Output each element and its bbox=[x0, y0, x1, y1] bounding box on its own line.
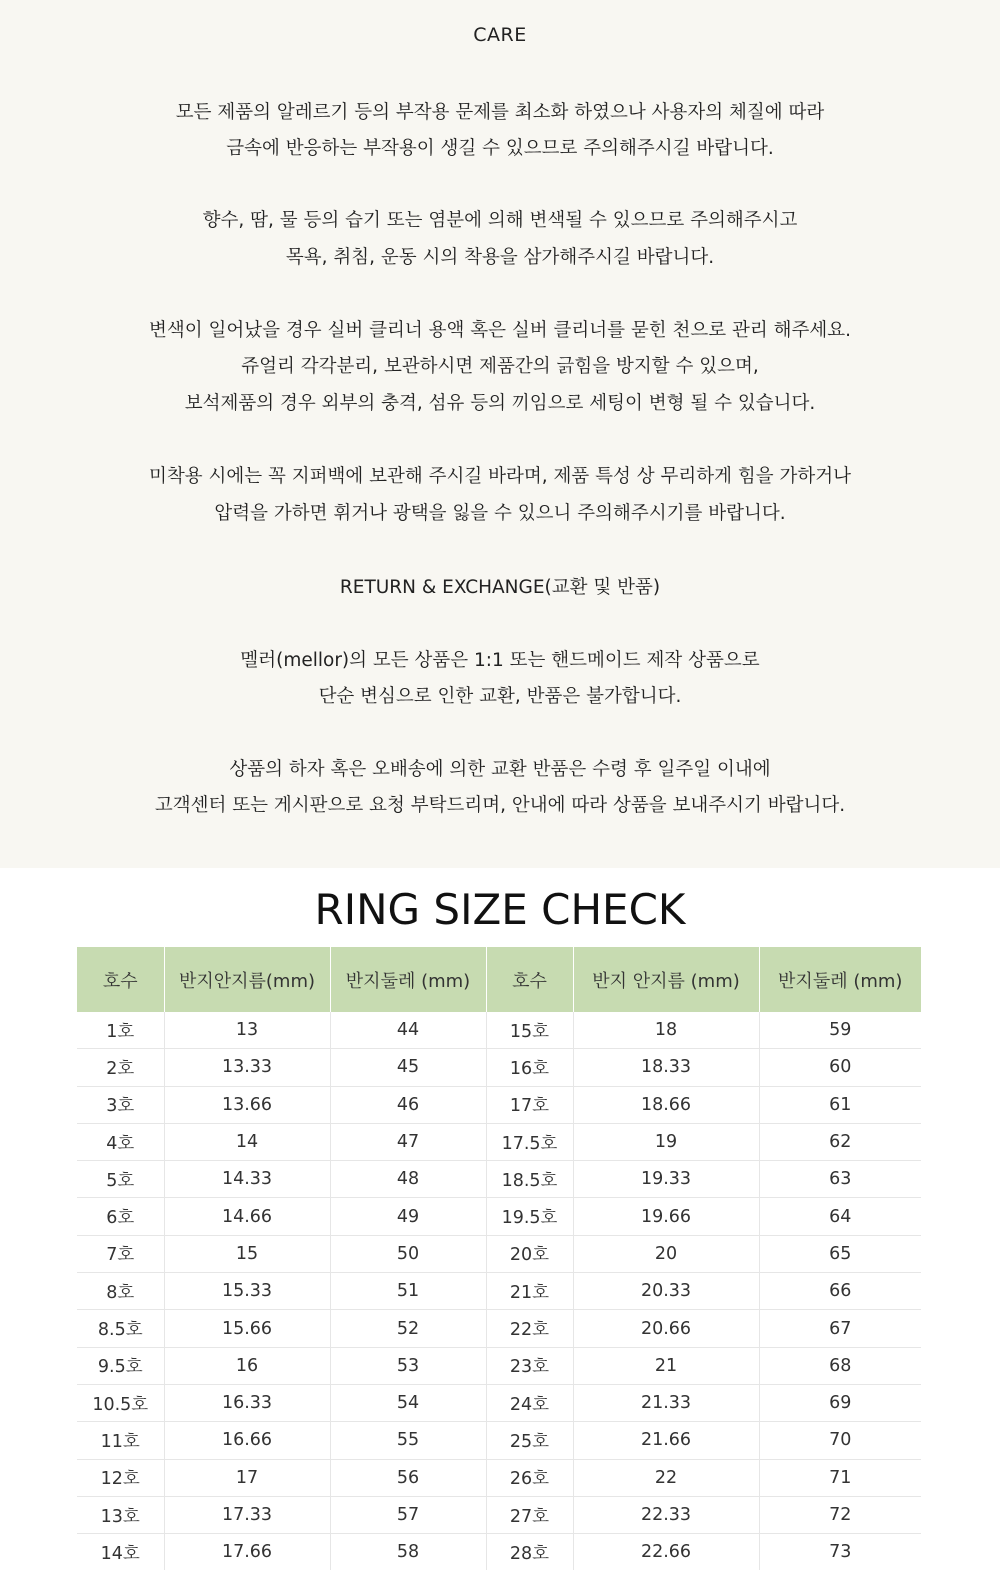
table-cell: 25호 bbox=[486, 1422, 573, 1459]
table-cell: 19.33 bbox=[573, 1161, 759, 1198]
care-text-line: 미착용 시에는 꼭 지퍼백에 보관해 주시길 바라며, 제품 특성 상 무리하게 힘을 가하거나 bbox=[149, 466, 851, 487]
table-row bbox=[77, 1123, 921, 1160]
table-cell: 12호 bbox=[77, 1459, 164, 1496]
table-row bbox=[77, 1012, 921, 1049]
table-cell: 44 bbox=[330, 1012, 486, 1049]
table-cell: 21.33 bbox=[573, 1384, 759, 1421]
table-cell: 45 bbox=[330, 1049, 486, 1086]
table-cell: 15호 bbox=[486, 1012, 573, 1049]
return-text-line: 상품의 하자 혹은 오배송에 의한 교환 반품은 수령 후 일주일 이내에 bbox=[229, 759, 771, 780]
table-cell: 63 bbox=[759, 1161, 921, 1198]
table-cell: 20 bbox=[573, 1235, 759, 1272]
table-cell: 19.5호 bbox=[486, 1198, 573, 1235]
table-cell: 18.33 bbox=[573, 1049, 759, 1086]
table-cell: 5호 bbox=[77, 1161, 164, 1198]
care-text-line: 금속에 반응하는 부작용이 생길 수 있으므로 주의해주시길 바랍니다. bbox=[226, 138, 774, 159]
table-cell: 13.33 bbox=[164, 1049, 330, 1086]
table-cell: 21.66 bbox=[573, 1422, 759, 1459]
table-cell: 56 bbox=[330, 1459, 486, 1496]
table-cell: 22 bbox=[573, 1459, 759, 1496]
table-cell: 6호 bbox=[77, 1198, 164, 1235]
header-circumference: 반지둘레 (mm) bbox=[330, 947, 486, 1012]
header-inner-diameter: 반지안지름(mm) bbox=[164, 947, 330, 1012]
table-row bbox=[77, 1422, 921, 1459]
table-cell: 18 bbox=[573, 1012, 759, 1049]
care-text-line: 모든 제품의 알레르기 등의 부작용 문제를 최소화 하였으나 사용자의 체질에 따라 bbox=[175, 102, 825, 123]
table-cell: 14.66 bbox=[164, 1198, 330, 1235]
table-row bbox=[77, 1086, 921, 1123]
table-cell: 21호 bbox=[486, 1273, 573, 1310]
table-cell: 14 bbox=[164, 1123, 330, 1160]
table-cell: 23호 bbox=[486, 1347, 573, 1384]
table-body bbox=[77, 1012, 921, 1570]
table-cell: 10.5호 bbox=[77, 1384, 164, 1421]
table-cell: 22.33 bbox=[573, 1496, 759, 1533]
table-cell: 53 bbox=[330, 1347, 486, 1384]
table-cell: 16.33 bbox=[164, 1384, 330, 1421]
table-row bbox=[77, 1235, 921, 1272]
return-title: RETURN & EXCHANGE(교환 및 반품) bbox=[339, 577, 661, 598]
table-cell: 68 bbox=[759, 1347, 921, 1384]
table-row bbox=[77, 1496, 921, 1533]
table-cell: 28호 bbox=[486, 1534, 573, 1571]
table-cell: 58 bbox=[330, 1534, 486, 1571]
care-title: CARE bbox=[473, 24, 527, 46]
table-cell: 64 bbox=[759, 1198, 921, 1235]
table-cell: 57 bbox=[330, 1496, 486, 1533]
table-cell: 71 bbox=[759, 1459, 921, 1496]
table-cell: 14호 bbox=[77, 1534, 164, 1571]
table-cell: 22.66 bbox=[573, 1534, 759, 1571]
care-text-line: 보석제품의 경우 외부의 충격, 섬유 등의 끼임으로 세팅이 변형 될 수 있습니다. bbox=[184, 393, 816, 414]
table-cell: 24호 bbox=[486, 1384, 573, 1421]
table-cell: 1호 bbox=[77, 1012, 164, 1049]
care-text-line: 목욕, 취침, 운동 시의 착용을 삼가해주시길 바랍니다. bbox=[285, 247, 715, 268]
table-cell: 72 bbox=[759, 1496, 921, 1533]
table-cell: 17 bbox=[164, 1459, 330, 1496]
table-cell: 60 bbox=[759, 1049, 921, 1086]
table-cell: 19.66 bbox=[573, 1198, 759, 1235]
return-text-line: 단순 변심으로 인한 교환, 반품은 불가합니다. bbox=[318, 686, 682, 707]
care-text-line: 쥬얼리 각각분리, 보관하시면 제품간의 긁힘을 방지할 수 있으며, bbox=[241, 356, 759, 377]
header-size: 호수 bbox=[77, 947, 164, 1012]
table-cell: 17.5호 bbox=[486, 1123, 573, 1160]
table-cell: 15.33 bbox=[164, 1273, 330, 1310]
table-cell: 15.66 bbox=[164, 1310, 330, 1347]
care-text-line: 압력을 가하면 휘거나 광택을 잃을 수 있으니 주의해주시기를 바랍니다. bbox=[214, 503, 786, 524]
table-cell: 15 bbox=[164, 1235, 330, 1272]
table-cell: 65 bbox=[759, 1235, 921, 1272]
table-cell: 4호 bbox=[77, 1123, 164, 1160]
header-inner-diameter: 반지 안지름 (mm) bbox=[573, 947, 759, 1012]
table-row bbox=[77, 1384, 921, 1421]
table-row bbox=[77, 1273, 921, 1310]
header-circumference: 반지둘레 (mm) bbox=[759, 947, 921, 1012]
table-row bbox=[77, 1198, 921, 1235]
table-cell: 69 bbox=[759, 1384, 921, 1421]
table-cell: 20호 bbox=[486, 1235, 573, 1272]
table-cell: 3호 bbox=[77, 1086, 164, 1123]
table-header-row bbox=[77, 947, 921, 1012]
ring-size-table bbox=[77, 947, 921, 1570]
header-size: 호수 bbox=[486, 947, 573, 1012]
table-cell: 20.33 bbox=[573, 1273, 759, 1310]
return-text-line: 멜러(mellor)의 모든 상품은 1:1 또는 핸드메이드 제작 상품으로 bbox=[240, 650, 760, 671]
table-cell: 19 bbox=[573, 1123, 759, 1160]
table-cell: 18.5호 bbox=[486, 1161, 573, 1198]
table-cell: 17.33 bbox=[164, 1496, 330, 1533]
table-row bbox=[77, 1534, 921, 1571]
table-cell: 9.5호 bbox=[77, 1347, 164, 1384]
table-cell: 8호 bbox=[77, 1273, 164, 1310]
table-cell: 13호 bbox=[77, 1496, 164, 1533]
table-cell: 20.66 bbox=[573, 1310, 759, 1347]
table-cell: 17호 bbox=[486, 1086, 573, 1123]
table-row bbox=[77, 1161, 921, 1198]
table-cell: 14.33 bbox=[164, 1161, 330, 1198]
care-text-line: 변색이 일어났을 경우 실버 클리너 용액 혹은 실버 클리너를 묻힌 천으로 관리 해주세요. bbox=[149, 320, 851, 341]
table-cell: 18.66 bbox=[573, 1086, 759, 1123]
table-cell: 16.66 bbox=[164, 1422, 330, 1459]
table-cell: 13 bbox=[164, 1012, 330, 1049]
table-cell: 48 bbox=[330, 1161, 486, 1198]
table-cell: 13.66 bbox=[164, 1086, 330, 1123]
table-cell: 59 bbox=[759, 1012, 921, 1049]
table-row bbox=[77, 1459, 921, 1496]
table-cell: 62 bbox=[759, 1123, 921, 1160]
return-text-line: 고객센터 또는 게시판으로 요청 부탁드리며, 안내에 따라 상품을 보내주시기 바랍니다. bbox=[154, 795, 846, 816]
table-cell: 16 bbox=[164, 1347, 330, 1384]
table-row bbox=[77, 1310, 921, 1347]
table-cell: 11호 bbox=[77, 1422, 164, 1459]
table-cell: 67 bbox=[759, 1310, 921, 1347]
size-check-title: RING SIZE CHECK bbox=[314, 885, 686, 934]
table-cell: 52 bbox=[330, 1310, 486, 1347]
table-cell: 8.5호 bbox=[77, 1310, 164, 1347]
table-cell: 55 bbox=[330, 1422, 486, 1459]
table-row bbox=[77, 1049, 921, 1086]
table-cell: 26호 bbox=[486, 1459, 573, 1496]
table-cell: 17.66 bbox=[164, 1534, 330, 1571]
table-cell: 27호 bbox=[486, 1496, 573, 1533]
table-cell: 66 bbox=[759, 1273, 921, 1310]
table-cell: 2호 bbox=[77, 1049, 164, 1086]
table-cell: 51 bbox=[330, 1273, 486, 1310]
table-cell: 49 bbox=[330, 1198, 486, 1235]
table-cell: 54 bbox=[330, 1384, 486, 1421]
table-cell: 16호 bbox=[486, 1049, 573, 1086]
table-cell: 61 bbox=[759, 1086, 921, 1123]
table-cell: 73 bbox=[829, 1542, 852, 1563]
table-cell: 47 bbox=[330, 1123, 486, 1160]
table-cell: 22호 bbox=[486, 1310, 573, 1347]
table-cell: 70 bbox=[759, 1422, 921, 1459]
table-cell: 21 bbox=[573, 1347, 759, 1384]
table-row bbox=[77, 1347, 921, 1384]
table-cell: 46 bbox=[330, 1086, 486, 1123]
table-cell: 7호 bbox=[77, 1235, 164, 1272]
care-text-line: 향수, 땀, 물 등의 습기 또는 염분에 의해 변색될 수 있으므로 주의해주시고 bbox=[202, 210, 798, 231]
table-cell: 50 bbox=[330, 1235, 486, 1272]
